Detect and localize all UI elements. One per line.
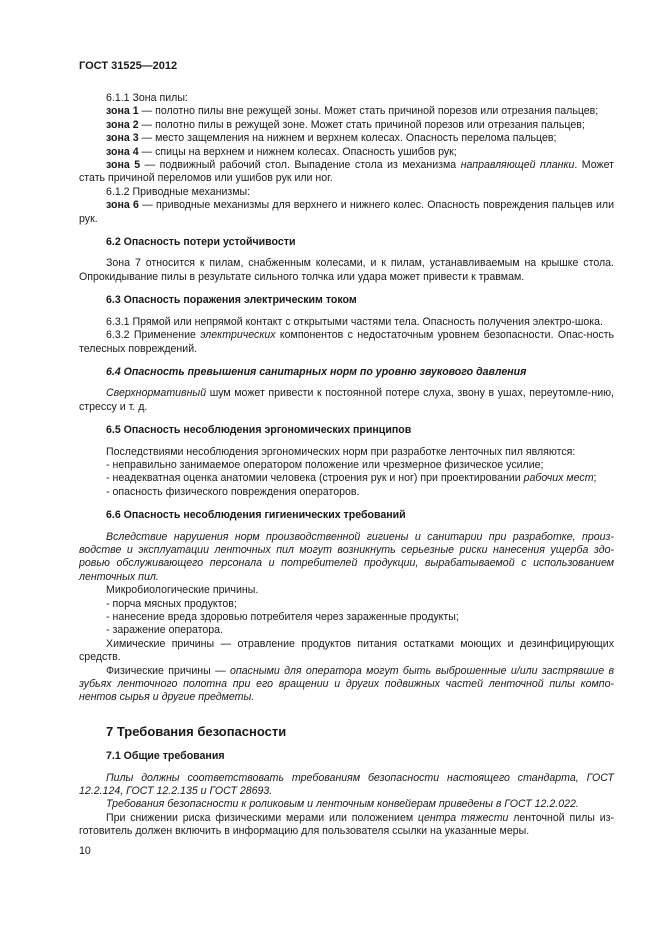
paragraph — [79, 665, 614, 705]
text-run: Требования безопасности к роликовым и ленточным конвейерам приведены в ГОСТ 12.2.022. — [106, 798, 579, 811]
text-run: Последствиями несоблюдения эргономических норм при разработке ленточных пил являются: — [106, 445, 576, 458]
section-heading — [79, 236, 614, 249]
section-heading — [79, 750, 614, 763]
text-run: - неправильно занимаемое оператором положение или чрезмерное физическое усилие; — [106, 458, 544, 471]
text-run: 6.3.1 Прямой или непрямой контакт с открытыми частями тела. Опасность получения электро-шока. — [106, 315, 604, 328]
text-run: 7 Требования безопасности — [106, 723, 287, 739]
paragraph — [79, 132, 614, 145]
text-run: - заражение оператора. — [106, 624, 224, 637]
paragraph — [79, 446, 614, 459]
paragraph — [79, 624, 614, 637]
paragraph — [79, 159, 614, 186]
text-run: зона 2 — [106, 118, 139, 131]
paragraph — [79, 638, 614, 665]
text-run: направляющей планки — [460, 159, 575, 172]
paragraph — [79, 329, 614, 356]
section-heading — [79, 366, 614, 379]
paragraph — [79, 146, 614, 159]
text-run: — приводные механизмы для верхнего и нижнего колес. Опасность повреждения пальцев или рук. — [79, 199, 614, 225]
text-run: ; — [593, 472, 597, 485]
text-run: электрических — [200, 329, 276, 342]
paragraph — [79, 459, 614, 472]
text-run: 6.3 Опасность поражения электрическим током — [106, 294, 357, 307]
text-run: шум может привести к постоянной потере слуха, звону в ушах, переутомле-нию, стрессу и т. д. — [79, 387, 614, 413]
text-run: . Может стать причиной переломов или ушибов рук или ног. — [79, 159, 614, 185]
paragraph — [79, 472, 614, 485]
paragraph — [79, 584, 614, 597]
paragraph — [79, 486, 614, 499]
page-number: 10 — [79, 845, 91, 857]
paragraph — [79, 199, 614, 226]
document-body — [79, 92, 614, 839]
section-heading — [79, 509, 614, 522]
text-run: — полотно пилы в режущей зоне. Может стать причиной порезов или отрезания пальцев; — [138, 118, 585, 131]
text-run: - опасность физического повреждения операторов. — [106, 485, 360, 498]
section-heading — [79, 294, 614, 307]
text-run: Физические причины — — [106, 664, 231, 677]
text-run: ленточной пилы из-готовитель должен включить в информацию для пользователя ссылки на указанные меры. — [79, 811, 615, 838]
text-run: — подвижный рабочий стол. Выпадение стола из механизма — [140, 159, 461, 172]
text-run: зона 3 — [106, 132, 139, 145]
text-run: 6.1.2 Приводные механизмы: — [106, 185, 251, 198]
paragraph — [79, 92, 614, 105]
paragraph — [79, 105, 614, 118]
text-run: Химические причины — отравление продуктов питания остатками моющих и дезинфицирующих средств. — [79, 637, 614, 664]
text-run: зона 1 — [106, 105, 139, 118]
text-run: 6.2 Опасность потери устойчивости — [106, 236, 296, 249]
paragraph — [79, 798, 614, 811]
paragraph — [79, 186, 614, 199]
paragraph — [79, 387, 614, 414]
text-run: 6.4 Опасность превышения санитарных норм по уровню звукового давления — [106, 365, 527, 378]
paragraph — [79, 531, 614, 585]
text-run: компонентов с недостаточным уровнем безопасности. Опас-ность телесных повреждений. — [79, 329, 615, 355]
text-run: 6.1.1 Зона пилы: — [106, 92, 188, 104]
section-heading — [79, 725, 614, 738]
paragraph — [79, 598, 614, 611]
text-run: Зона 7 относится к пилам, снабженным колесами, и к пилам, устанавливаемым на крышке стола. Опрокидывание пилы в результате сильного толчка или удара может привести к травмам. — [79, 257, 614, 283]
text-run: центра тяжести — [417, 811, 509, 824]
text-run: — полотно пилы вне режущей зоны. Может стать причиной порезов или отрезания пальцев; — [138, 105, 599, 118]
text-run: Пилы должны соответствовать требованиям безопасности настоящего стандарта, ГОСТ 12.2.124, ГОСТ 12.2.135 и ГОСТ 28693. — [79, 771, 614, 798]
text-run: зона 4 — [106, 145, 139, 158]
text-run: При снижении риска физическими мерами или положением — [106, 811, 418, 824]
text-run: - порча мясных продуктов; — [106, 597, 237, 610]
paragraph — [79, 316, 614, 329]
text-run: 6.3.2 Применение — [106, 329, 201, 342]
paragraph — [79, 611, 614, 624]
text-run: рабочих мест — [523, 472, 594, 485]
text-run: 6.6 Опасность несоблюдения гигиенических требований — [106, 509, 406, 522]
paragraph — [79, 812, 614, 839]
text-run: — спицы на верхнем и нижнем колесах. Опасность ушибов рук; — [138, 145, 457, 158]
text-run: зона 6 — [106, 199, 139, 212]
paragraph — [79, 257, 614, 284]
text-run: - нанесение вреда здоровью потребителя через зараженные продукты; — [106, 611, 459, 623]
paragraph — [79, 119, 614, 132]
running-header: ГОСТ 31525—2012 — [79, 60, 178, 72]
text-run: — место защемления на нижнем и верхнем колесах. Опасность перелома пальцев; — [138, 132, 557, 145]
text-run: Микробиологические причины. — [106, 584, 259, 597]
text-run: 7.1 Общие требования — [106, 750, 225, 763]
paragraph — [79, 772, 614, 799]
text-run: 6.5 Опасность несоблюдения эргономических принципов — [106, 424, 412, 437]
text-run: - неадекватная оценка анатомии человека (строения рук и ног) при проектировании — [106, 472, 524, 485]
text-run: зона 5 — [106, 159, 141, 172]
section-heading — [79, 424, 614, 437]
text-run: опасными для оператора могут быть выброшенные и/или застрявшие в зубьях ленточного полотна при его вращении и других подвижных частей ленточной пилы компо-нентов сырья и другие предметы. — [79, 664, 614, 704]
text-run: Сверхнормативный — [106, 387, 207, 400]
text-run: Вследствие нарушения норм производственной гигиены и санитарии при разработке, произ-водстве и эксплуатации ленточных пил могут возникнуть серьезные риски нанесения ущерба здо-ровью обслуживающего персонала и потребителей продукции, вырабатываемой с использованием ленточных пил. — [79, 530, 614, 583]
